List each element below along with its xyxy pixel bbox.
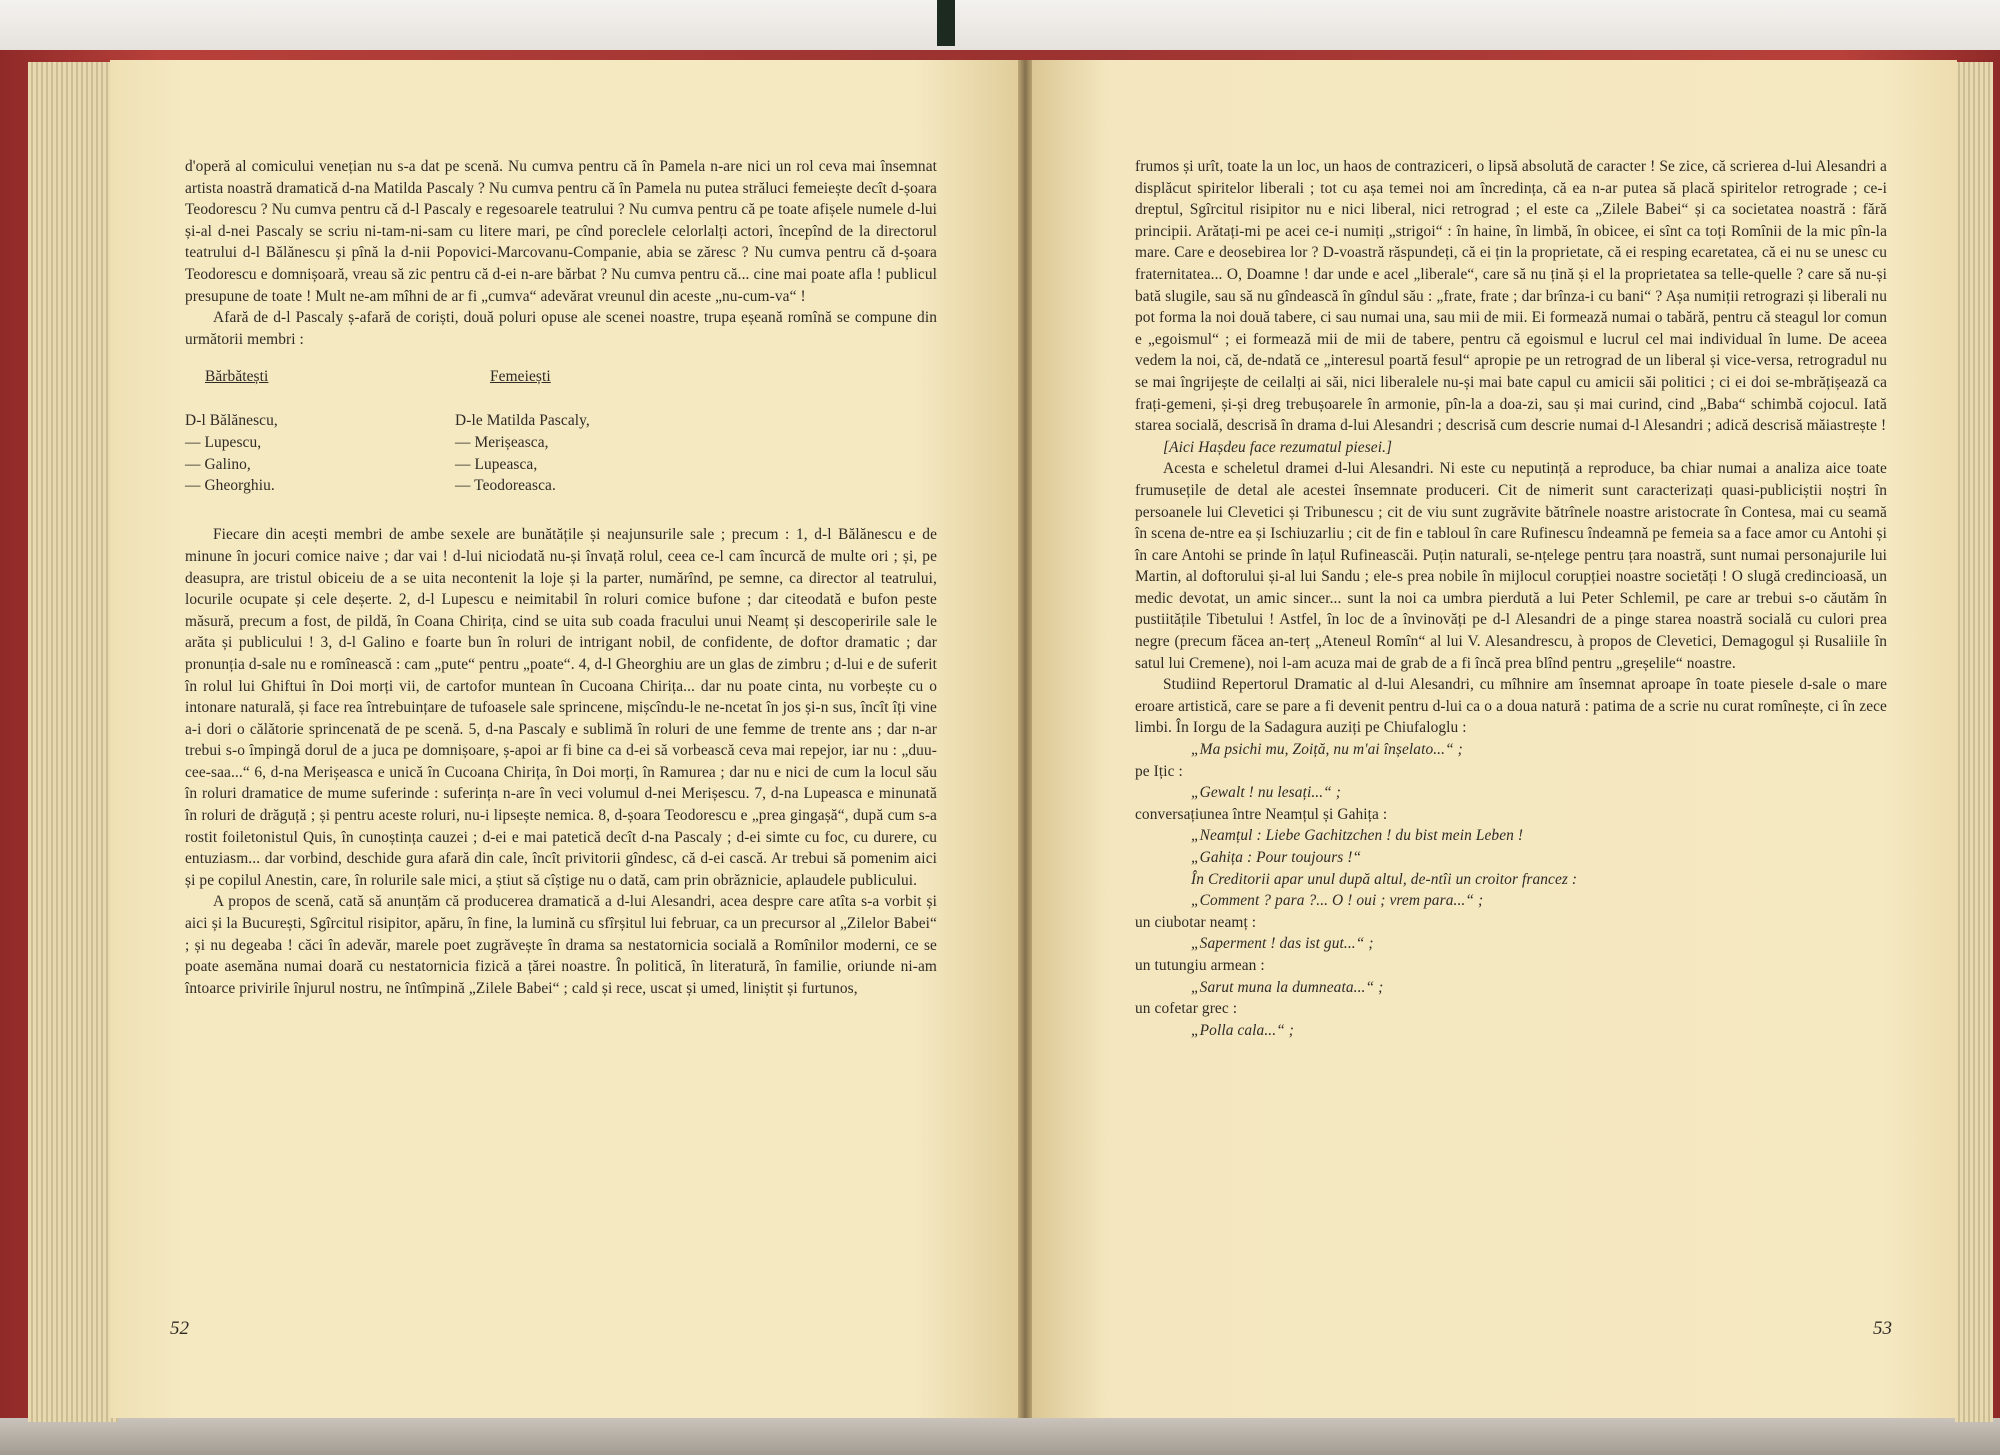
cast-member: — Teodoreasca. bbox=[455, 477, 556, 495]
cast-list bbox=[185, 366, 937, 524]
cast-member: — Galino, bbox=[185, 455, 251, 473]
paragraph: Acesta e scheletul dramei d-lui Alesandri. Ni este cu neputință a reproduce, ba chiar numai a analiza aice toate frumusețile de detal ale acestei însemnate produceri. Cit de nimerit sunt caracterizați quasi-publiciștii noștri în persoanele lui Clevetici și Tribunescu ; cit de viu sunt zugrăvite bătrînele noastre aristocrate în Contesa, mai cu seamă în scena de-ntre ea și Ischiuzarliu ; cit de fin e tabloul în care Rufinescu îndeamnă pe femeia sa a face amor cu Antohi și în care Antohi se prinde în lațul Rufineascăi. Puțin naturali, se-nțelege pentru țara noastră, sunt numai personajurile lui Martin, al doftorului și-al lui Sandu ; ele-s prea nobile în mijlocul corupției noastre societăți ! O slugă credincioasă, un medic devotat, un amic sincer... sunt la noi ca umbra pierdută a lui Peter Schlemil, pe care ar trebui s-o căutăm în pustiitățile Tibetului ! Astfel, în loc de a învinovăți pe d-l Alesandri de a pinge starea noastră socială cu culori prea negre (precum făcea an-terț „Ateneul Romîn“ al lui V. Alesandrescu, à propos de Clevetici, Demagogul și Rusaliile în satul lui Cremene), noi l-am acuza mai de grab de a fi încă prea blînd pentru „greșelile“ noastre. bbox=[1135, 460, 1887, 672]
paragraph: frumos și urît, toate la un loc, un haos de contraziceri, o lipsă absolută de caracter ! Se zice, că scrierea d-lui Alesandri a displăcut spiritelor liberali ; tot cu așa temei noi am încredința, că ea n-ar putea să placă spiritelor retrograde ; ce-i dreptul, Sgîrcitul risipitor nu e nici liberal, nici retrograd ; el este ca „Zilele Babei“ și ca societatea noastră : fără principii. Arătați-mi pe acei ce-i numiți „strigoi“ : în haine, în limbă, în obicee, ei sînt ca toți Romînii de la mic pîn-la mare. Care e deosebirea lor ? D-voastră răspundeți, că ei țin la proprietate, că ei resping ecaretatea, că ei nu se unesc cu fraternitatea... O, Doamne ! dar unde e acel „liberale“, care să nu țină și el la proprietatea sa telle-quelle ? care să nu-și bată slugile, sau să nu gîndească în gîndul său : „frate, frate ; dar brînza-i cu bani“ ? Așa numiții retrograzi și liberali nu pot forma la noi două tabere, ci sau numai una, sau mii de mii. Ei formează numai o tabără, pentru că steagul lor comun e „egoismul“ ; ei formează mii de mii de tabere, pentru că egoismul e lucrul cel mai individual în lume. De aceea vedem la noi, că, de-ndată ce „interesul poartă fesul“ apropie pe un retrograd de un liberal și vice-versa, retrogradul nu se mai îngrijește de ceilalți ai săi, nici liberalele nu-și mai bate capul cu amicii săi politici ; ci ei doi se-mbrățișează ca frați-gemeni, și-și dreg trebușoarele în armonie, pîn-la a doa-zi, sau și mai curind, cind „Baba“ schimbă cojocul. Iată starea socială, descrisă în drama d-lui Alesandri ; descrisă cum descrie numai d-l Alesandri ; adică descrisă măiastrește ! bbox=[1135, 158, 1887, 435]
cast-member: — Lupeasca, bbox=[455, 455, 538, 473]
right-page bbox=[1025, 60, 1957, 1418]
paragraph: Fiecare din acești membri de ambe sexele are bunătățile și neajunsurile sale ; precum : 1, d-l Bălănescu e de minune în jocuri comice naive ; dar vai ! d-lui niciodată nu-și învață rolul, ceea ce-l cam încurcă de multe ori ; și, pe deasupra, are tristul obiceiu de a se uita necontenit la loje și la parter, numărînd, pe semne, ca director al teatrului, locurile ocupate și cele deșerte. 2, d-l Lupescu e neimitabil în roluri comice bufone ; dar citeodată e bufon peste măsură, precum a fost, de pildă, în Coana Chirița, cind se uita sub coada fracului unui Neamț și descoperirile sale le arăta și publicului ! 3, d-l Galino e foarte bun în roluri de intrigant nobil, de confidente, de doftor dramatic ; dar pronunția d-sale nu e romînească : cam „pute“ pentru „poate“. 4, d-l Gheorghiu are un glas de zimbru ; d-lui e de suferit în rolul lui Ghiftui în Doi morți vii, de cartofor muntean în Cucoana Chirița... dar nu poate cinta, nu vorbește cu o intonare naturală, și face rea întrebuințare de tufoasele sale sprincene, mișcîndu-le ne-ncetat în jos și-n sus, încît îți vine a-i dori o călătorie sprincenată de pe scenă. 5, d-na Pascaly e sublimă în roluri de une femme de trente ans ; dar n-ar trebui s-o împingă dorul de a juca pe domnișoare, ș-apoi ar fi bine ca d-ei să vorbească ceva mai repejor, iar nu : „duu-cee-saa...“ 6, d-na Merișeasca e unică în Cucoana Chirița, în Doi morți, în Ramurea ; dar nu e nici de cum la locul său în roluri dramatice de mume suferinde : suferința n-are în veci volumul d-nei Merișescu. 7, d-na Lupeasca e minunată în roluri de drăguță ; și pentru aceste roluri, nu-i lipsește nemica. 8, d-șoara Teodorescu e „prea gingașă“, după cum s-a rostit foiletonistul Quis, în cunoștința cauzei ; d-ei e mai patetică decît d-na Pascaly ; d-ei simte cu foc, cu durere, cu entuziasm... dar vorbind, deschide gura afară din cale, încît privitorii gîndesc, că d-ei cască. Ar trebui să pomenim aici și pe copilul Anestin, care, în rolurile sale mici, a știut să cîștige nu o dată, cam prin obrăznicie, aplaudele publicului. bbox=[185, 526, 937, 889]
dialogue-line: În Creditorii apar unul după altul, de-ntîi un croitor francez : bbox=[1191, 870, 1578, 888]
cast-header-women: Femeiești bbox=[490, 368, 551, 386]
cast-member: — Merișeasca, bbox=[455, 433, 549, 451]
page-edges-right bbox=[1955, 62, 1993, 1422]
left-page bbox=[110, 60, 1025, 1418]
dialogue-line: „Comment ? para ?... O ! oui ; vrem para...“ ; bbox=[1191, 892, 1484, 910]
paragraph: d'operă al comicului venețian nu s-a dat pe scenă. Nu cumva pentru că în Pamela n-are nici un rol ceva mai însemnat artista noastră dramatică d-na Matilda Pascaly ? Nu cumva pentru că în Pamela nu putea străluci femeiește decît d-șoara Teodorescu ? Nu cumva pentru că d-l Pascaly e regesoarele teatrului ? Nu cumva pentru că pe toate afișele numele d-lui și-al d-nei Pascaly se scriu ni-tam-ni-sam cu litere mari, pe cînd poreclele celorlalți actori, începînd de la directorul teatrului d-l Bălănescu și pînă la d-nii Popovici-Marcovanu-Companie, abia se zăresc ? Nu cumva pentru că d-șoara Teodorescu e domnișoară, vreau să zic pentru că d-ei n-are bărbat ? Nu cumva pentru că... cine mai poate afla ! publicul presupune de toate ! Mult ne-am mîhni de ar fi „cumva“ adevărat vreunul din aceste „nu-cum-va“ ! bbox=[185, 158, 937, 305]
dialogue-intro: un ciubotar neamț : bbox=[1135, 913, 1257, 931]
dialogue-line: „Neamțul : Liebe Gachitzchen ! du bist mein Leben ! bbox=[1191, 827, 1524, 845]
dialogue-intro: pe Ițic : bbox=[1135, 762, 1183, 780]
dialogue-line: „Gewalt ! nu lesați...“ ; bbox=[1191, 784, 1341, 802]
cast-member: — Lupescu, bbox=[185, 433, 262, 451]
dialogue-intro: un tutungiu armean : bbox=[1135, 956, 1265, 974]
paragraph: Afară de d-l Pascaly ș-afară de coriști, două poluri opuse ale scenei noastre, trupa eșeană romînă se compune din următorii membri : bbox=[185, 309, 937, 348]
book-gutter bbox=[1018, 60, 1032, 1418]
cast-member: D-le Matilda Pascaly, bbox=[455, 412, 590, 430]
dialogue-line: „Sarut muna la dumneata...“ ; bbox=[1191, 978, 1384, 996]
bookmark-ribbon bbox=[937, 0, 955, 46]
scan-background-bottom bbox=[0, 1418, 2000, 1455]
cast-column-men bbox=[185, 410, 278, 496]
cast-header-men: Bărbătești bbox=[205, 368, 269, 386]
dialogue-intro: un cofetar grec : bbox=[1135, 1000, 1238, 1018]
dialogue-line: „Ma psichi mu, Zoiță, nu m'ai înșelato...“ ; bbox=[1191, 741, 1463, 759]
dialogue-line: „Polla cala...“ ; bbox=[1191, 1021, 1295, 1039]
dialogue-line: „Gahița : Pour toujours !“ bbox=[1191, 849, 1362, 866]
cast-column-women bbox=[455, 410, 590, 496]
paragraph: Studiind Repertorul Dramatic al d-lui Alesandri, cu mîhnire am însemnat aproape în toate piesele d-sale o mare eroare artistică, care se pare a fi devenit pentru d-lui ca o a doua natură : patima de a scrie nu curat romînește, ci în zece limbi. În Iorgu de la Sadagura auziți pe Chiufaloglu : bbox=[1135, 676, 1887, 737]
cast-member: — Gheorghiu. bbox=[185, 477, 275, 495]
page-number: 53 bbox=[1873, 1318, 1892, 1339]
editorial-note: [Aici Hașdeu face rezumatul piesei.] bbox=[1163, 438, 1393, 456]
left-page-text bbox=[185, 156, 937, 999]
cast-member: D-l Bălănescu, bbox=[185, 412, 278, 430]
dialogue-quotes bbox=[1135, 739, 1887, 1041]
paragraph: A propos de scenă, cată să anunțăm că producerea dramatică a d-lui Alesandri, acea despre care atîta s-a vorbit și aici și la București, Sgîrcitul risipitor, apăru, în fine, la lumină cu sfîrșitul lui februar, ca un precursor al „Zilelor Babei“ ; și nu degeaba ! căci în adevăr, marele poet zugrăvește în drama sa nestatornicia socială a Romînilor moderni, ce se poate asemăna numai doară cu nestatornicia fizică a țărei noastre. În politică, în literatură, în familie, oriunde ni-am întoarce privirile înjurul nostru, ne întîmpină „Zilele Babei“ ; cald și rece, uscat și umed, liniștit și furtunos, bbox=[185, 893, 937, 997]
dialogue-intro: conversațiunea între Neamțul și Gahița : bbox=[1135, 805, 1388, 823]
page-edges-left bbox=[28, 62, 118, 1422]
right-page-text bbox=[1135, 156, 1887, 1041]
page-number: 52 bbox=[170, 1318, 189, 1339]
dialogue-line: „Saperment ! das ist gut...“ ; bbox=[1191, 935, 1374, 953]
